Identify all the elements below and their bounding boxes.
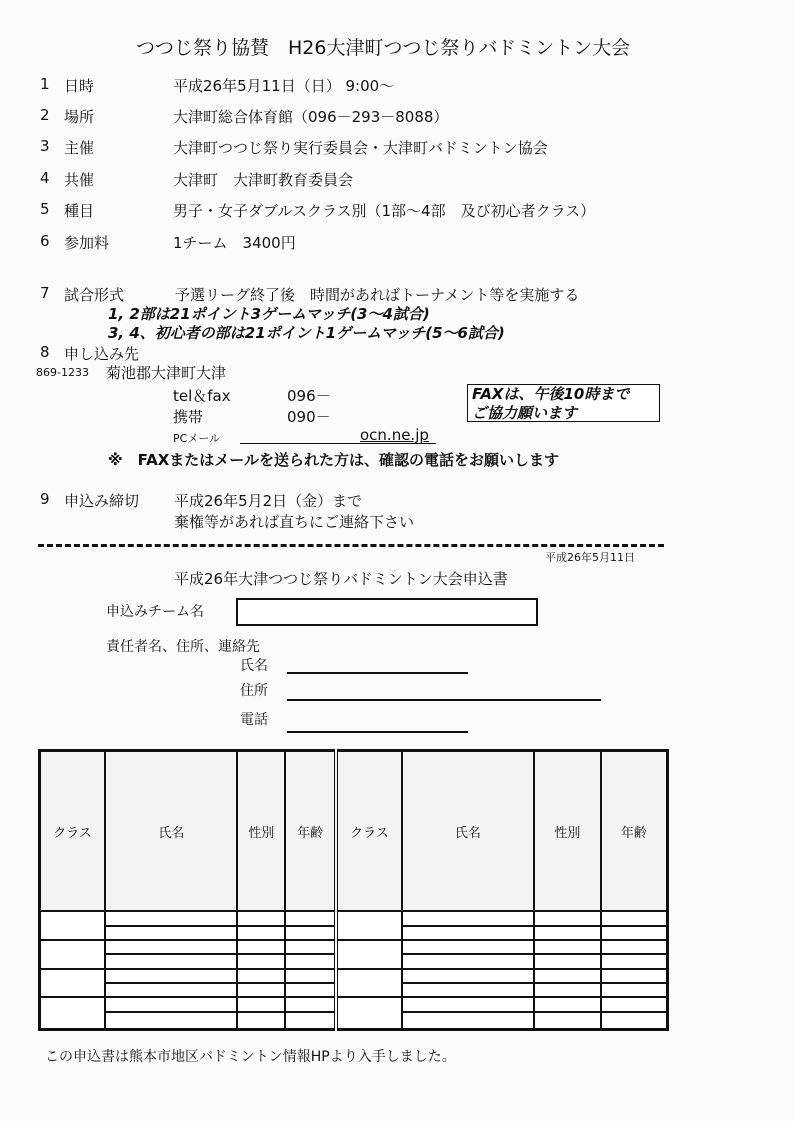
age-cell[interactable] bbox=[601, 954, 668, 968]
name-cell[interactable] bbox=[105, 926, 237, 940]
item-label: 参加料 bbox=[64, 234, 110, 252]
name-cell[interactable] bbox=[402, 997, 534, 1011]
item-number: 8 bbox=[40, 343, 50, 361]
deadline-note: 棄権等があれば直ちにご連絡下さい bbox=[174, 513, 415, 531]
item-number: 2 bbox=[40, 106, 50, 124]
item-value: 大津町総合体育館（096－293－8088） bbox=[173, 108, 449, 126]
footer-note: この申込書は熊本市地区バドミントン情報HPより入手しました。 bbox=[45, 1049, 456, 1065]
item-number: 7 bbox=[40, 284, 50, 302]
name-cell[interactable] bbox=[105, 969, 237, 983]
item-label: 申込み締切 bbox=[64, 492, 140, 510]
item-number: 6 bbox=[40, 232, 50, 250]
age-cell[interactable] bbox=[601, 926, 668, 940]
item-value: 大津町つつじ祭り実行委員会・大津町バドミントン協会 bbox=[173, 139, 548, 157]
header-name: 氏名 bbox=[105, 751, 237, 912]
table-header-row bbox=[40, 751, 668, 912]
mobile-label: 携帯 bbox=[173, 408, 204, 426]
name-label: 氏名 bbox=[240, 658, 268, 674]
name-cell[interactable] bbox=[402, 969, 534, 983]
age-cell[interactable] bbox=[601, 969, 668, 983]
gender-cell[interactable] bbox=[534, 911, 601, 925]
gender-cell[interactable] bbox=[237, 940, 285, 954]
gender-cell[interactable] bbox=[534, 940, 601, 954]
form-date: 平成26年5月11日 bbox=[545, 551, 635, 564]
item-value: 男子・女子ダブルスクラス別（1部～4部 及び初心者クラス） bbox=[173, 202, 596, 220]
class-cell[interactable] bbox=[336, 911, 402, 940]
name-input-line[interactable] bbox=[287, 672, 468, 674]
confirmation-notice: ※ FAXまたはメールを送られた方は、確認の電話をお願いします bbox=[108, 451, 559, 469]
header-age: 年齢 bbox=[601, 751, 668, 912]
gender-cell[interactable] bbox=[237, 983, 285, 997]
name-cell[interactable] bbox=[105, 911, 237, 925]
item-value: 平成26年5月11日（日） 9:00～ bbox=[173, 77, 395, 95]
item-label: 種目 bbox=[64, 202, 95, 220]
class-cell[interactable] bbox=[40, 969, 106, 998]
team-name-label: 申込みチーム名 bbox=[106, 604, 204, 620]
name-cell[interactable] bbox=[105, 997, 237, 1011]
fax-note-line: FAXは、午後10時まで bbox=[472, 385, 630, 403]
tel-label: tel＆fax bbox=[173, 387, 231, 405]
postal-code: 869-1233 bbox=[36, 366, 89, 379]
item-label: 共催 bbox=[64, 171, 95, 189]
header-gender: 性別 bbox=[237, 751, 285, 912]
address: 菊池郡大津町大津 bbox=[106, 364, 227, 382]
class-cell[interactable] bbox=[336, 969, 402, 998]
entry-table bbox=[38, 749, 669, 1031]
phone-input-line[interactable] bbox=[287, 731, 468, 733]
item-number: 3 bbox=[40, 137, 50, 155]
gender-cell[interactable] bbox=[534, 954, 601, 968]
item-value: 1チーム 3400円 bbox=[173, 234, 296, 252]
item-label: 主催 bbox=[64, 139, 95, 157]
phone-label: 電話 bbox=[240, 712, 268, 728]
age-cell[interactable] bbox=[285, 969, 336, 983]
age-cell[interactable] bbox=[601, 940, 668, 954]
gender-cell[interactable] bbox=[237, 911, 285, 925]
name-cell[interactable] bbox=[105, 1012, 237, 1030]
age-cell[interactable] bbox=[285, 997, 336, 1011]
gender-cell[interactable] bbox=[534, 997, 601, 1011]
format-note: 3, 4、初心者の部は21ポイント1ゲームマッチ(5～6試合) bbox=[108, 324, 505, 342]
age-cell[interactable] bbox=[285, 954, 336, 968]
fax-note-line: ご協力願います bbox=[472, 404, 578, 422]
age-cell[interactable] bbox=[601, 997, 668, 1011]
representative-label: 責任者名、住所、連絡先 bbox=[106, 639, 260, 655]
age-cell[interactable] bbox=[601, 1012, 668, 1030]
class-cell[interactable] bbox=[40, 911, 106, 940]
age-cell[interactable] bbox=[285, 911, 336, 925]
header-class: クラス bbox=[336, 751, 402, 912]
item-number: 5 bbox=[40, 200, 50, 218]
name-cell[interactable] bbox=[402, 1012, 534, 1030]
gender-cell[interactable] bbox=[237, 926, 285, 940]
gender-cell[interactable] bbox=[534, 1012, 601, 1030]
gender-cell[interactable] bbox=[534, 983, 601, 997]
name-cell[interactable] bbox=[105, 954, 237, 968]
table-row bbox=[40, 911, 668, 925]
item-number: 1 bbox=[40, 75, 50, 93]
name-cell[interactable] bbox=[402, 954, 534, 968]
mobile-value: 090－ bbox=[287, 408, 331, 426]
team-name-input[interactable] bbox=[236, 598, 538, 626]
name-cell[interactable] bbox=[105, 940, 237, 954]
name-cell[interactable] bbox=[105, 983, 237, 997]
name-cell[interactable] bbox=[402, 926, 534, 940]
item-number: 4 bbox=[40, 169, 50, 187]
address-label: 住所 bbox=[240, 683, 268, 699]
age-cell[interactable] bbox=[601, 983, 668, 997]
age-cell[interactable] bbox=[285, 940, 336, 954]
header-class: クラス bbox=[40, 751, 106, 912]
name-cell[interactable] bbox=[402, 983, 534, 997]
table-row bbox=[40, 997, 668, 1011]
class-cell[interactable] bbox=[336, 940, 402, 969]
item-number: 9 bbox=[40, 490, 50, 508]
class-cell[interactable] bbox=[336, 997, 402, 1029]
gender-cell[interactable] bbox=[237, 954, 285, 968]
gender-cell[interactable] bbox=[237, 1012, 285, 1030]
age-cell[interactable] bbox=[601, 911, 668, 925]
email-label: PCメール bbox=[173, 432, 221, 445]
form-title: 平成26年大津つつじ祭りバドミントン大会申込書 bbox=[174, 570, 508, 588]
age-cell[interactable] bbox=[285, 983, 336, 997]
item-label: 申し込み先 bbox=[64, 345, 140, 363]
header-gender: 性別 bbox=[534, 751, 601, 912]
tel-value: 096－ bbox=[287, 387, 331, 405]
gender-cell[interactable] bbox=[534, 926, 601, 940]
class-cell[interactable] bbox=[40, 997, 106, 1029]
item-label: 日時 bbox=[64, 77, 95, 95]
gender-cell[interactable] bbox=[534, 969, 601, 983]
class-cell[interactable] bbox=[40, 940, 106, 969]
gender-cell[interactable] bbox=[237, 997, 285, 1011]
format-note: 1, 2部は21ポイント3ゲームマッチ(3～4試合) bbox=[108, 305, 430, 323]
item-value: 大津町 大津町教育委員会 bbox=[173, 171, 354, 189]
document-title: つつじ祭り協賛 H26大津町つつじ祭りバドミントン大会 bbox=[136, 37, 631, 59]
deadline-value: 平成26年5月2日（金）まで bbox=[174, 492, 363, 510]
header-name: 氏名 bbox=[402, 751, 534, 912]
name-cell[interactable] bbox=[402, 911, 534, 925]
item-label: 場所 bbox=[64, 108, 95, 126]
address-input-line[interactable] bbox=[287, 699, 601, 701]
item-label: 試合形式 bbox=[64, 286, 125, 304]
age-cell[interactable] bbox=[285, 1012, 336, 1030]
cut-line bbox=[38, 544, 664, 547]
fax-note-box bbox=[467, 384, 660, 422]
item-value: 予選リーグ終了後 時間があればトーナメント等を実施する bbox=[175, 286, 580, 304]
age-cell[interactable] bbox=[285, 926, 336, 940]
name-cell[interactable] bbox=[402, 940, 534, 954]
table-row bbox=[40, 969, 668, 983]
email-domain: ocn.ne.jp bbox=[360, 426, 429, 444]
header-age: 年齢 bbox=[285, 751, 336, 912]
gender-cell[interactable] bbox=[237, 969, 285, 983]
table-row bbox=[40, 940, 668, 954]
